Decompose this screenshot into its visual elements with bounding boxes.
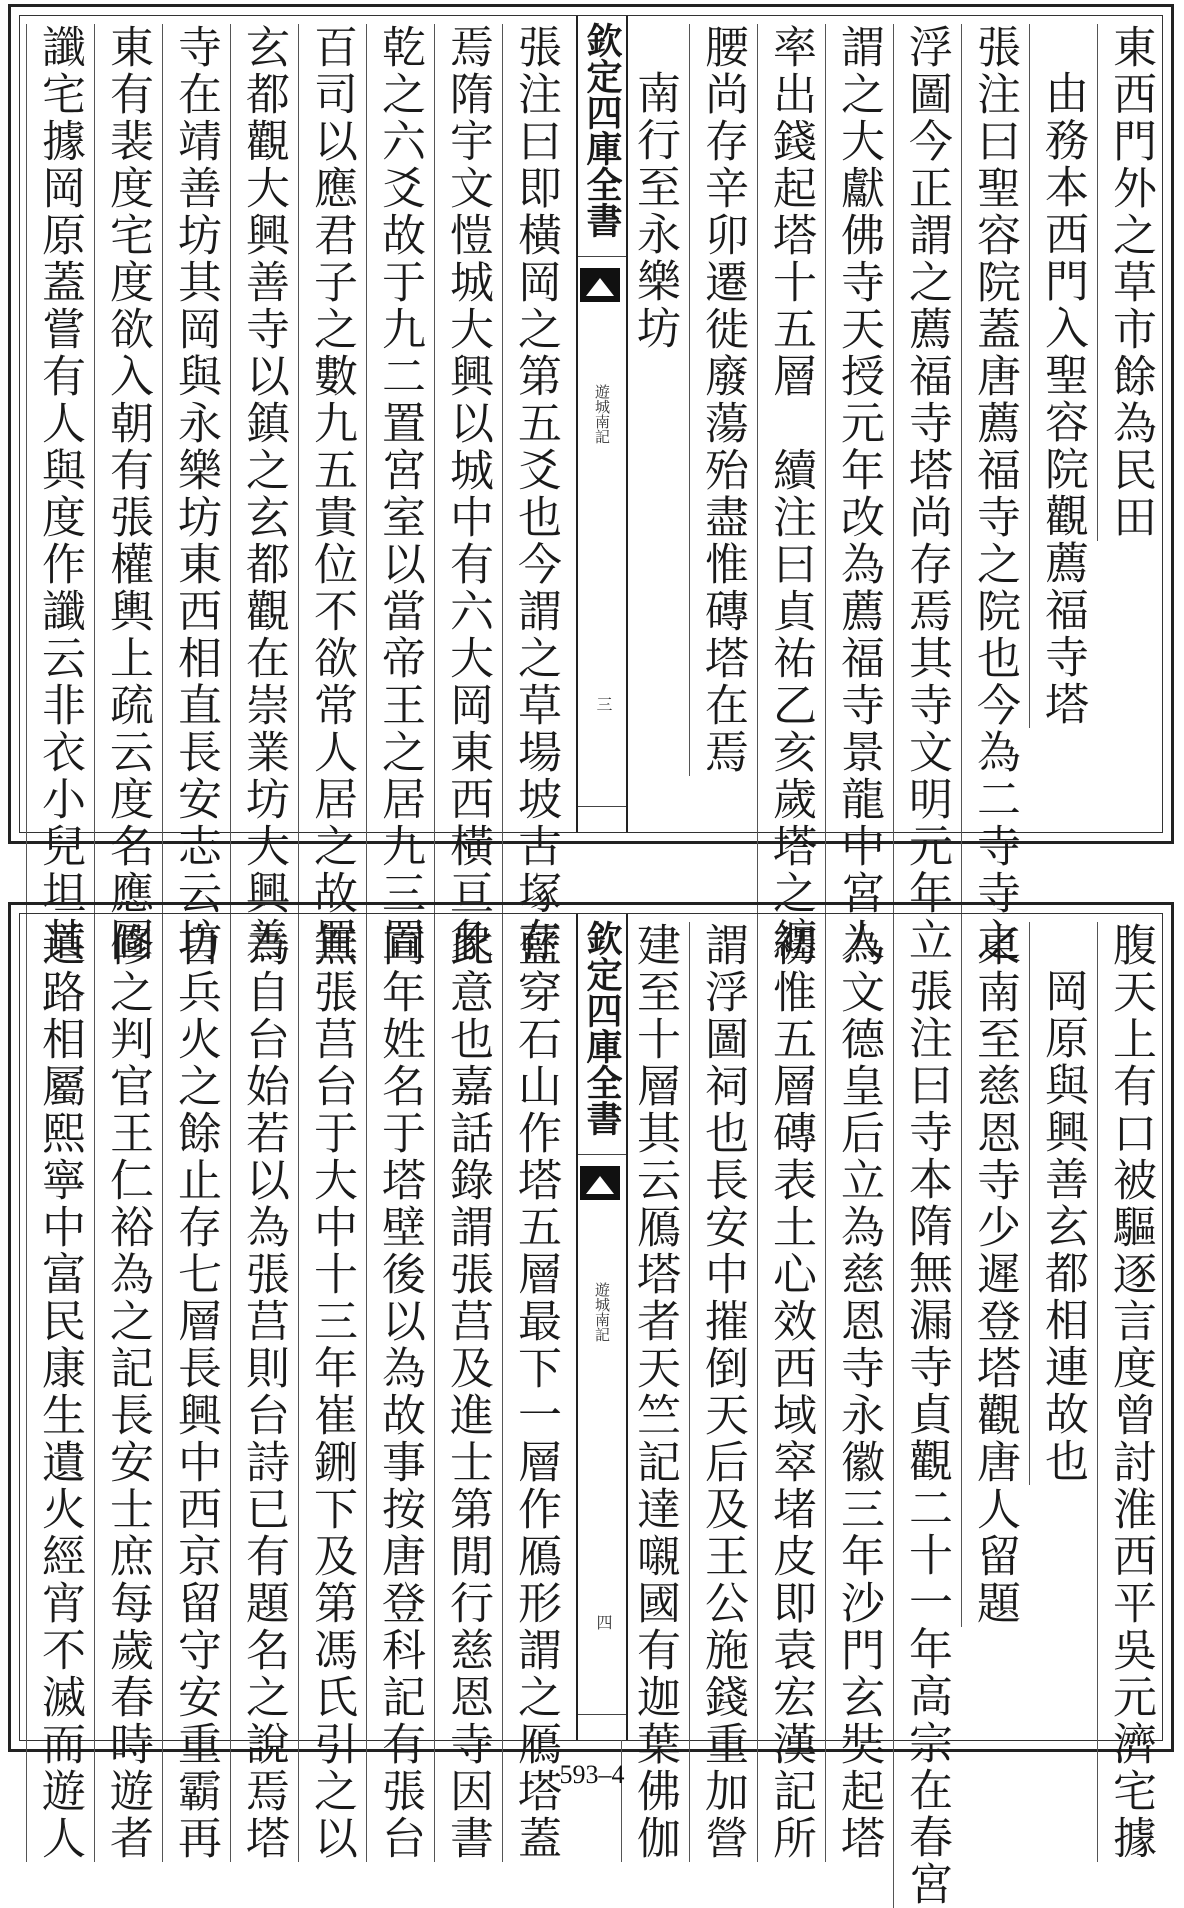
margin-rule [578, 1714, 626, 1715]
top-page [8, 4, 1174, 964]
text-column: 自兵火之餘止存七層長興中西京留守安重霸再 [162, 922, 227, 1862]
text-column: 乾之六爻故于九二置宮室以當帝王之居九三置 [366, 24, 431, 964]
margin-subtitle: 遊城南記 [593, 384, 611, 444]
text-column: 浮圖今正謂之薦福寺塔尚存焉其寺文明元年立 [893, 24, 958, 964]
fish-tail-ornament [580, 268, 620, 302]
text-column: 腰尚存辛卯遷徙廢蕩殆盡惟磚塔在焉 [689, 24, 754, 776]
text-column: 無張莒台于大中十三年崔鉶下及第馮氏引之以 [298, 922, 363, 1862]
text-column: 寺在靖善坊其岡與永樂坊東西相直長安志云坊 [162, 24, 227, 964]
text-column: 謂之大獻佛寺天授元年改為薦福寺景龍中宮人 [825, 24, 890, 964]
margin-rule [578, 1154, 626, 1155]
text-column: 焉隋宇文愷城大興以城中有六大岡東西橫亘象 [434, 24, 499, 964]
margin-title: 欽定四庫全書 [581, 920, 623, 1136]
text-column: 此意也嘉話錄謂張莒及進士第閒行慈恩寺因書 [434, 922, 499, 1862]
text-column: 張注曰聖容院蓋唐薦福寺之院也今為二寺寺之 [961, 24, 1026, 964]
text-column: 南行至永樂坊 [621, 24, 686, 352]
text-column: 謂浮圖祠也長安中摧倒天后及王公施錢重加營 [689, 922, 754, 1862]
text-column: 修之判官王仁裕為之記長安士庶每歲春時遊者 [94, 922, 159, 1862]
text-column: 玄都觀大興善寺以鎮之玄都觀在崇業坊大興善 [230, 24, 295, 964]
fish-tail-ornament [580, 1166, 620, 1200]
margin-rule [578, 806, 626, 807]
text-column: 建至十層其云鴈塔者天竺記達嚫國有迦葉佛伽 [621, 922, 686, 1862]
margin-page-number: 三 [594, 696, 613, 712]
center-margin [576, 914, 628, 1740]
text-column: 東有裴度宅度欲入朝有張權輿上疏云度名應圖 [94, 24, 159, 964]
text-column: 腹天上有口被驅逐言度曾討淮西平吳元濟宅據 [1097, 922, 1162, 1862]
text-column: 為自台始若以為張莒則台詩已有題名之說焉塔 [230, 922, 295, 1862]
center-margin [576, 16, 628, 832]
text-column: 張注曰寺本隋無漏寺貞觀二十一年高宗在春宮 [893, 922, 958, 1908]
top-page-frame [19, 15, 1163, 964]
text-column: 岡原與興善玄都相連故也 [1029, 922, 1094, 1485]
text-column: 同年姓名于塔壁後以為故事按唐登科記有張台 [366, 922, 431, 1862]
text-column: 百司以應君子之數九五貴位不欲常人居之故置 [298, 24, 363, 964]
margin-page-number: 四 [594, 1614, 613, 1630]
text-column: 由務本西門入聖容院觀薦福寺塔 [1029, 24, 1094, 728]
page-footer-number: 593–4 [559, 1760, 625, 1789]
text-column: 東南至慈恩寺少遲登塔觀唐人留題 [961, 922, 1026, 1627]
margin-title: 欽定四庫全書 [581, 22, 623, 238]
text-column: 道路相屬熙寧中富民康生遺火經宵不滅而遊人 [26, 922, 91, 1862]
text-column: 藍穿石山作塔五層最下一層作鴈形謂之鴈塔蓋 [502, 922, 567, 1862]
text-column: 讖宅據岡原蓋嘗有人與度作讖云非衣小兒坦其 [26, 24, 91, 964]
text-column: 張注曰即橫岡之第五爻也今謂之草場坡古塚存 [502, 24, 567, 964]
text-column: 東西門外之草市餘為民田 [1097, 24, 1162, 541]
margin-rule [578, 256, 626, 257]
text-column: 率出錢起塔十五層 續注曰貞祐乙亥歲塔之纏 [757, 24, 822, 964]
text-column: 為文德皇后立為慈恩寺永徽三年沙門玄奘起塔 [825, 922, 890, 1862]
text-column: 初惟五層磚表土心效西域窣堵皮即袁宏漢記所 [757, 922, 822, 1862]
margin-subtitle: 遊城南記 [593, 1282, 611, 1342]
